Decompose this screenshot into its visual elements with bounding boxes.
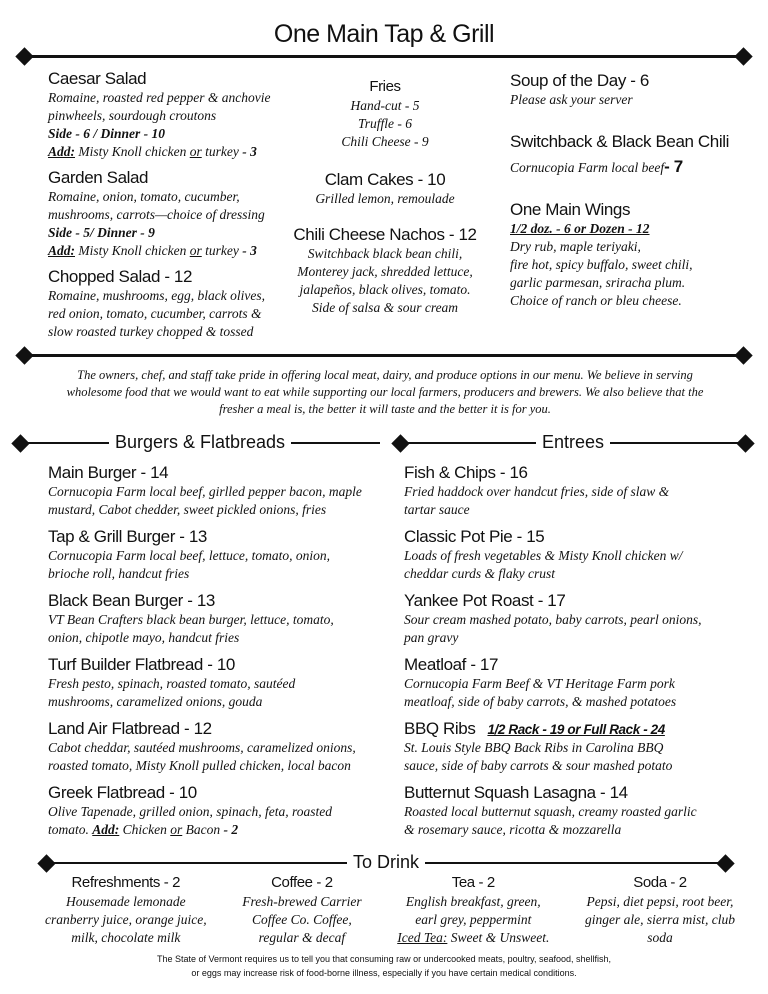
add-text: turkey bbox=[201, 144, 243, 159]
drink-item bbox=[45, 872, 207, 947]
item-price: 1/2 doz. - 6 or Dozen - 12 bbox=[510, 221, 650, 236]
item-desc: Grilled lemon, remoulade bbox=[315, 191, 455, 206]
menu-item bbox=[404, 718, 754, 775]
item-name: Greek Flatbread - 10 bbox=[48, 783, 197, 802]
add-text: Misty Knoll chicken bbox=[75, 144, 190, 159]
item-desc: meatloaf, side of baby carrots, & mashed potatoes bbox=[404, 694, 677, 709]
menu-item bbox=[404, 462, 754, 519]
add-text: Bacon bbox=[182, 822, 224, 837]
item-desc: Romaine, onion, tomato, cucumber, bbox=[48, 189, 240, 204]
menu-item bbox=[290, 76, 480, 151]
menu-item bbox=[48, 462, 388, 519]
item-desc: St. Louis Style BBQ Back Ribs in Carolina BBQ bbox=[404, 740, 664, 755]
menu-item bbox=[404, 654, 754, 711]
menu-item bbox=[48, 167, 298, 260]
restaurant-title: One Main Tap & Grill bbox=[273, 20, 495, 48]
add-price: - 3 bbox=[242, 144, 257, 159]
menu-item bbox=[404, 590, 754, 647]
item-name: Yankee Pot Roast - 17 bbox=[404, 591, 566, 610]
drink-item bbox=[585, 872, 735, 947]
item-desc: Monterey jack, shredded lettuce, bbox=[297, 264, 473, 279]
intro-paragraph: The owners, chef, and staff take pride in offering local meat, dairy, and produce options in our menu. We believe in serving wholesome food that we would want to eat while supporting our local farmers, producers and brewers. We also believe that the fresher a meal is, the better it will taste and the better it is for you. bbox=[66, 368, 704, 416]
item-price: Side - 5/ Dinner - 9 bbox=[48, 225, 155, 240]
drink-desc: Fresh-brewed Carrier bbox=[242, 894, 362, 909]
item-desc: pinwheels, sourdough croutons bbox=[48, 108, 217, 123]
item-price: Side - 6 / Dinner - 10 bbox=[48, 126, 166, 141]
drink-desc: ginger ale, sierra mist, club bbox=[584, 912, 735, 927]
item-name-row bbox=[48, 782, 388, 803]
disclaimer-line: or eggs may increase risk of food-borne illness, especially if you have certain medical conditions. bbox=[191, 968, 577, 978]
divider bbox=[20, 442, 109, 444]
item-name-row bbox=[48, 462, 388, 483]
add-or: or bbox=[170, 822, 183, 837]
item-name: Switchback & Black Bean Chili bbox=[510, 132, 729, 151]
item-name: Soup of the Day - 6 bbox=[510, 71, 649, 90]
item-desc: fire hot, spicy buffalo, sweet chili, bbox=[510, 257, 693, 272]
item-price: - 7 bbox=[664, 157, 683, 176]
menu-item bbox=[48, 590, 388, 647]
drink-desc: Housemade lemonade bbox=[65, 894, 186, 909]
starters-right bbox=[510, 70, 750, 310]
section-header-drinks bbox=[46, 852, 726, 873]
item-add bbox=[48, 242, 298, 260]
item-desc: Switchback black bean chili, bbox=[307, 246, 463, 261]
item-desc: Olive Tapenade, grilled onion, spinach, feta, roasted bbox=[48, 804, 332, 819]
health-disclaimer bbox=[0, 952, 768, 980]
item-name-row bbox=[404, 782, 754, 803]
item-name: One Main Wings bbox=[510, 200, 631, 219]
item-name-row bbox=[404, 462, 754, 483]
drink-name: Soda - 2 bbox=[633, 874, 687, 891]
drink-name: Coffee - 2 bbox=[271, 874, 333, 891]
item-desc: mushrooms, caramelized onions, gouda bbox=[48, 694, 263, 709]
item-name-row bbox=[404, 718, 754, 739]
item-desc: Truffle - 6 bbox=[357, 116, 412, 131]
item-desc: Dry rub, maple teriyaki, bbox=[510, 239, 641, 254]
add-text: Misty Knoll chicken bbox=[75, 243, 190, 258]
add-label: Add: bbox=[48, 144, 75, 159]
item-desc: sauce, side of baby carrots & sour mashed potato bbox=[404, 758, 673, 773]
menu-item bbox=[48, 654, 388, 711]
item-add bbox=[48, 821, 388, 839]
item-name: Classic Pot Pie - 15 bbox=[404, 527, 545, 546]
add-or: or bbox=[189, 243, 202, 258]
item-name: Tap & Grill Burger - 13 bbox=[48, 527, 207, 546]
item-desc: VT Bean Crafters black bean burger, lettuce, tomato, bbox=[48, 612, 334, 627]
item-desc: red onion, tomato, cucumber, carrots & bbox=[48, 306, 262, 321]
divider bbox=[400, 442, 536, 444]
item-desc: Please ask your server bbox=[510, 92, 633, 107]
item-name: Clam Cakes - 10 bbox=[324, 170, 446, 189]
item-desc: roasted tomato, Misty Knoll pulled chicken, local bacon bbox=[48, 758, 351, 773]
drink-desc: earl grey, peppermint bbox=[415, 912, 532, 927]
item-name-row bbox=[404, 590, 754, 611]
item-desc: & rosemary sauce, ricotta & mozzarella bbox=[404, 822, 622, 837]
section-header-burgers bbox=[20, 432, 380, 453]
menu-item bbox=[48, 782, 388, 839]
drink-desc: regular & decaf bbox=[258, 930, 346, 945]
item-desc: pan gravy bbox=[404, 630, 459, 645]
menu-item bbox=[48, 266, 298, 341]
menu-item bbox=[404, 782, 754, 839]
item-name: Fries bbox=[369, 78, 401, 95]
item-desc: mustard, Cabot chedder, sweet pickled onions, fries bbox=[48, 502, 327, 517]
item-name: Turf Builder Flatbread - 10 bbox=[48, 655, 235, 674]
item-desc: Side of salsa & sour cream bbox=[311, 300, 459, 315]
item-desc: Romaine, mushrooms, egg, black olives, bbox=[48, 288, 265, 303]
item-name-row bbox=[404, 654, 754, 675]
divider bbox=[46, 862, 347, 864]
divider-middle bbox=[24, 354, 744, 357]
menu-item bbox=[48, 526, 388, 583]
item-price: 1/2 Rack - 19 or Full Rack - 24 bbox=[487, 722, 665, 737]
item-desc: Romaine, roasted red pepper & anchovie bbox=[48, 90, 271, 105]
menu-item bbox=[290, 224, 480, 317]
item-name: Chopped Salad - 12 bbox=[48, 267, 193, 286]
drink-desc: Coffee Co. Coffee, bbox=[252, 912, 352, 927]
drink-desc: cranberry juice, orange juice, bbox=[45, 912, 207, 927]
drink-name: Tea - 2 bbox=[451, 874, 495, 891]
item-name: BBQ Ribs bbox=[404, 719, 476, 738]
add-text: Chicken bbox=[119, 822, 171, 837]
item-desc: Loads of fresh vegetables & Misty Knoll chicken w/ bbox=[404, 548, 683, 563]
item-name-row bbox=[48, 718, 388, 739]
item-desc: Cornucopia Farm local beef bbox=[510, 160, 665, 175]
item-name: Main Burger - 14 bbox=[48, 463, 169, 482]
drink-desc: Pepsi, diet pepsi, root beer, bbox=[586, 894, 734, 909]
section-header-entrees bbox=[400, 432, 746, 453]
section-title: Burgers & Flatbreads bbox=[109, 432, 291, 453]
divider bbox=[610, 442, 746, 444]
item-name: Black Bean Burger - 13 bbox=[48, 591, 215, 610]
item-desc: Hand-cut - 5 bbox=[350, 98, 420, 113]
menu-item bbox=[510, 199, 750, 310]
item-name: Chili Cheese Nachos - 12 bbox=[293, 225, 477, 244]
item-name-row bbox=[404, 526, 754, 547]
item-desc: brioche roll, handcut fries bbox=[48, 566, 190, 581]
drink-desc: milk, chocolate milk bbox=[71, 930, 181, 945]
iced-tea bbox=[397, 929, 549, 947]
drink-desc: soda bbox=[647, 930, 673, 945]
item-desc: Cornucopia Farm local beef, girlled pepper bacon, maple bbox=[48, 484, 362, 499]
starters-left bbox=[48, 68, 298, 347]
drink-item bbox=[242, 872, 361, 947]
item-desc: Cabot cheddar, sautéed mushrooms, caramelized onions, bbox=[48, 740, 356, 755]
menu-item bbox=[510, 70, 750, 109]
menu-item bbox=[510, 131, 750, 177]
item-desc: onion, chipotle mayo, handcut fries bbox=[48, 630, 240, 645]
item-desc: cheddar curds & flaky crust bbox=[404, 566, 555, 581]
iced-label: Iced Tea: bbox=[397, 930, 448, 945]
item-desc: tartar sauce bbox=[404, 502, 470, 517]
item-desc: garlic parmesan, sriracha plum. bbox=[510, 275, 686, 290]
item-name: Fish & Chips - 16 bbox=[404, 463, 528, 482]
drink-desc: English breakfast, green, bbox=[405, 894, 541, 909]
item-desc: Chili Cheese - 9 bbox=[341, 134, 429, 149]
menu-item bbox=[48, 718, 388, 775]
add-label: Add: bbox=[48, 243, 75, 258]
divider bbox=[291, 442, 380, 444]
item-desc: mushrooms, carrots—choice of dressing bbox=[48, 207, 265, 222]
item-desc: Roasted local butternut squash, creamy roasted garlic bbox=[404, 804, 697, 819]
menu-item bbox=[290, 169, 480, 208]
drink-item bbox=[397, 872, 549, 947]
section-title: Entrees bbox=[536, 432, 610, 453]
disclaimer-line: The State of Vermont requires us to tell you that consuming raw or undercooked meats, poultry, seafood, shellfish, bbox=[156, 954, 612, 964]
item-desc: Sour cream mashed potato, baby carrots, pearl onions, bbox=[404, 612, 702, 627]
item-desc: Cornucopia Farm local beef, lettuce, tomato, onion, bbox=[48, 548, 330, 563]
section-title: To Drink bbox=[347, 852, 425, 873]
item-name-row bbox=[48, 526, 388, 547]
item-add bbox=[48, 143, 298, 161]
add-label: Add: bbox=[92, 822, 120, 837]
item-desc: Cornucopia Farm Beef & VT Heritage Farm pork bbox=[404, 676, 675, 691]
item-desc: Fried haddock over handcut fries, side of slaw & bbox=[404, 484, 670, 499]
divider-top bbox=[24, 55, 744, 58]
entrees-list bbox=[404, 462, 754, 846]
divider bbox=[425, 862, 726, 864]
item-name: Meatloaf - 17 bbox=[404, 655, 499, 674]
menu-item bbox=[404, 526, 754, 583]
item-desc: jalapeños, black olives, tomato. bbox=[299, 282, 471, 297]
item-name-row bbox=[48, 654, 388, 675]
add-price: - 2 bbox=[223, 822, 239, 837]
add-text: turkey bbox=[201, 243, 243, 258]
item-desc: Fresh pesto, spinach, roasted tomato, sautéed bbox=[48, 676, 296, 691]
item-desc: slow roasted turkey chopped & tossed bbox=[48, 324, 254, 339]
drinks-list bbox=[45, 872, 735, 947]
item-name: Garden Salad bbox=[48, 168, 149, 187]
drink-name: Refreshments - 2 bbox=[71, 874, 181, 891]
item-name: Land Air Flatbread - 12 bbox=[48, 719, 212, 738]
burgers-list bbox=[48, 462, 388, 846]
item-name: Butternut Squash Lasagna - 14 bbox=[404, 783, 628, 802]
add-price: - 3 bbox=[242, 243, 257, 258]
item-desc: Choice of ranch or bleu cheese. bbox=[510, 293, 682, 308]
starters-middle bbox=[290, 76, 480, 317]
item-desc: tomato. bbox=[48, 822, 93, 837]
iced-text: Sweet & Unsweet. bbox=[447, 930, 550, 945]
add-or: or bbox=[189, 144, 202, 159]
item-name: Caesar Salad bbox=[48, 69, 147, 88]
menu-item bbox=[48, 68, 298, 161]
item-name-row bbox=[48, 590, 388, 611]
